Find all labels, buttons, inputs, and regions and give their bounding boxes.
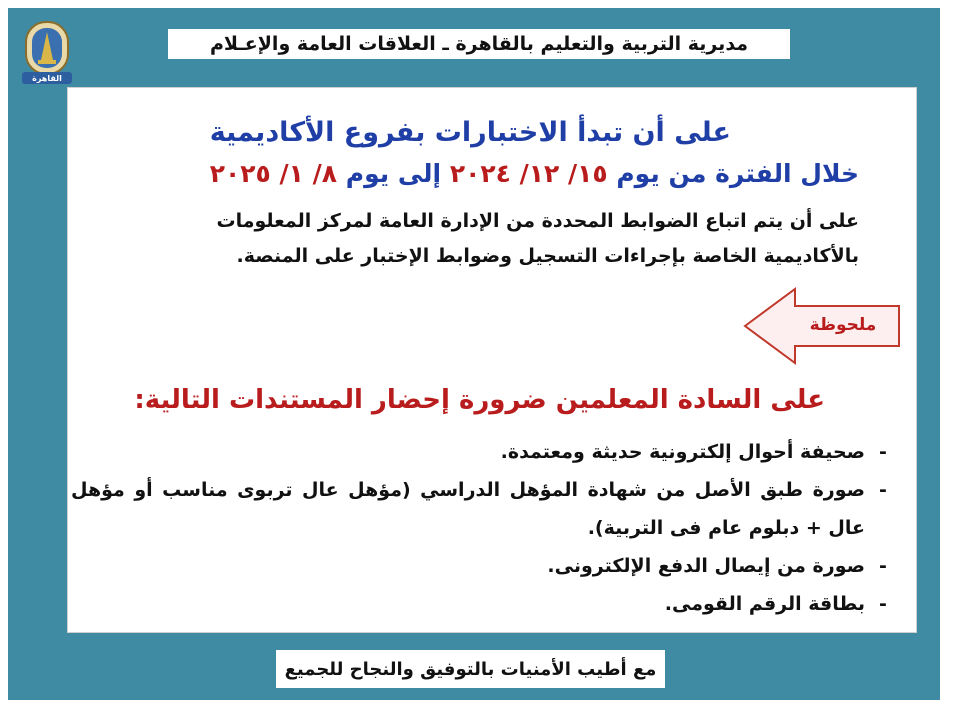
list-item xyxy=(71,585,901,623)
period-day-label: يوم xyxy=(616,159,660,188)
period-start-date: ١٥/ ١٢/ ٢٠٢٤ xyxy=(449,159,608,188)
footer-message: مع أطيب الأمنيات بالتوفيق والنجاح للجميع xyxy=(276,650,665,688)
documents-list xyxy=(71,433,901,623)
period-end-date: ٨/ ١/ ٢٠٢٥ xyxy=(209,159,338,188)
logo-text: القاهرة xyxy=(32,74,62,83)
list-item-text: صورة من إيصال الدفع الإلكترونى. xyxy=(547,555,865,577)
list-item xyxy=(71,471,901,547)
notice-line-1: على أن يتم اتباع الضوابط المحددة من الإدارة العامة لمركز المعلومات xyxy=(216,210,859,232)
exam-period-heading xyxy=(210,159,859,188)
list-item-text: بطاقة الرقم القومى. xyxy=(664,593,865,615)
list-dash: - xyxy=(879,593,887,615)
note-label: ملحوظة xyxy=(809,315,877,335)
list-item-text: صحيفة أحوال إلكترونية حديثة ومعتمدة. xyxy=(500,441,865,463)
list-item xyxy=(71,433,901,471)
notice-line-2: بالأكاديمية الخاصة بإجراءات التسجيل وضوابط الإختبار على المنصة. xyxy=(236,245,859,267)
directorate-logo-icon xyxy=(18,20,76,88)
list-item-text: صورة طبق الأصل من شهادة المؤهل الدراسي (مؤهل عال تربوى مناسب أو مؤهل عال + دبلوم عام فى التربية). xyxy=(71,479,865,539)
list-item xyxy=(71,547,901,585)
period-to-label: إلى يوم xyxy=(345,159,442,188)
list-dash: - xyxy=(879,441,887,463)
list-dash: - xyxy=(879,479,887,501)
header-title: مديرية التربية والتعليم بالقاهرة ـ العلاقات العامة والإعـلام xyxy=(168,29,790,59)
content-panel xyxy=(67,87,917,633)
slide-frame xyxy=(8,8,940,700)
period-label: خلال الفترة من xyxy=(668,159,859,188)
documents-heading: على السادة المعلمين ضرورة إحضار المستندات التالية: xyxy=(134,385,825,415)
list-dash: - xyxy=(879,555,887,577)
exams-heading: على أن تبدأ الاختبارات بفروع الأكاديمية xyxy=(209,117,731,148)
